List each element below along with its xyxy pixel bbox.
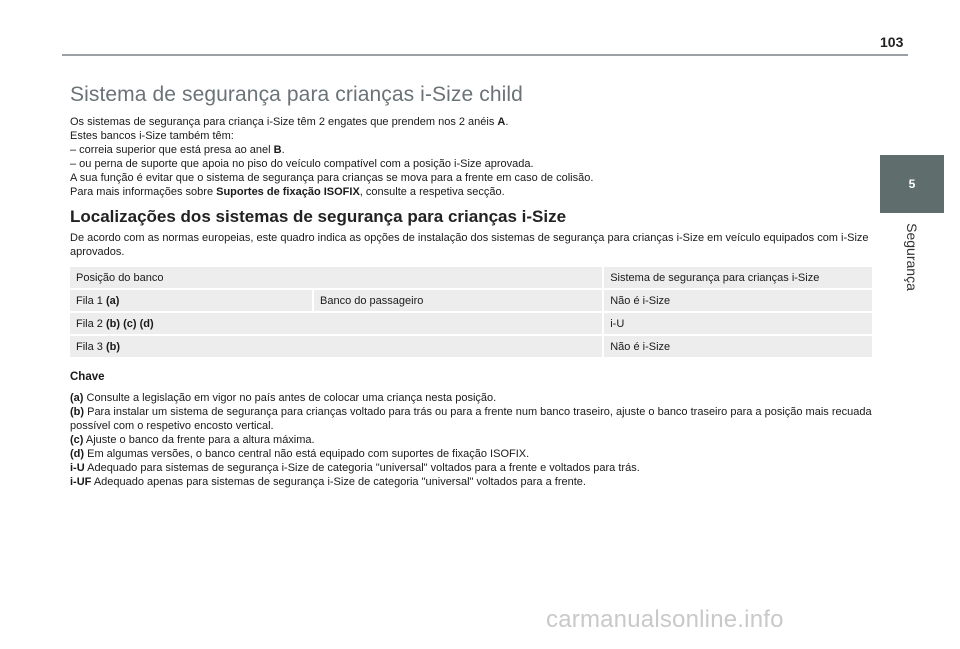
page-content — [70, 83, 878, 489]
page-title: Sistema de segurança para crianças i-Size child — [70, 83, 523, 106]
intro-line: – correia superior que está presa ao anel B. — [70, 144, 285, 156]
table-row — [70, 313, 872, 334]
header-system: Sistema de segurança para crianças i-Size — [604, 267, 872, 288]
key-item: i-UF Adequado apenas para sistemas de segurança i-Size de categoria "universal" voltados para a frente. — [70, 476, 586, 488]
chapter-tab[interactable] — [880, 155, 944, 213]
row-value: Não é i-Size — [604, 290, 872, 311]
row-value: Não é i-Size — [604, 336, 872, 357]
table-row — [70, 336, 872, 357]
header-divider — [62, 54, 908, 56]
intro-line: Os sistemas de segurança para criança i-Size têm 2 engates que prendem nos 2 anéis A. — [70, 116, 509, 128]
key-title: Chave — [70, 371, 105, 383]
chapter-label-text: Segurança — [904, 223, 920, 291]
isofix-reference: Suportes de fixação ISOFIX — [216, 186, 360, 198]
key-item: (c) Ajuste o banco da frente para a altura máxima. — [70, 434, 315, 446]
intro-line: A sua função é evitar que o sistema de segurança para crianças se mova para a frente em caso de colisão. — [70, 172, 594, 184]
key-item: (b) Para instalar um sistema de segurança para crianças voltado para trás ou para a frente num banco traseiro, ajuste o banco traseiro para a posição mais recuada possível com o respetivo encosto vertical. — [70, 406, 872, 432]
chapter-number: 5 — [908, 177, 916, 191]
key-list — [70, 391, 878, 489]
intro-line: – ou perna de suporte que apoia no piso do veículo compatível com a posição i-Size aprovada. — [70, 158, 534, 170]
header-position: Posição do banco — [70, 267, 602, 288]
row-label: Fila 1 (a) — [70, 290, 312, 311]
row-label: Fila 2 (b) (c) (d) — [70, 313, 602, 334]
section-title: Localizações dos sistemas de segurança para crianças i-Size — [70, 207, 567, 226]
row-label: Fila 3 (b) — [70, 336, 602, 357]
isize-location-table — [68, 265, 874, 359]
key-item: i-U Adequado para sistemas de segurança i-Size de categoria "universal" voltados para a frente e voltados para trás. — [70, 462, 640, 474]
intro-text — [70, 115, 878, 199]
page-number: 103 — [880, 34, 904, 50]
intro-line: Estes bancos i-Size também têm: — [70, 130, 234, 142]
row-seat: Banco do passageiro — [314, 290, 602, 311]
key-item: (d) Em algumas versões, o banco central não está equipado com suportes de fixação ISOFIX. — [70, 448, 530, 460]
row-value: i-U — [604, 313, 872, 334]
key-item: (a) Consulte a legislação em vigor no país antes de colocar uma criança nesta posição. — [70, 392, 497, 404]
intro-line: Para mais informações sobre Suportes de fixação ISOFIX, consulte a respetiva secção. — [70, 186, 505, 198]
section-intro: De acordo com as normas europeias, este quadro indica as opções de instalação dos sistemas de segurança para crianças i-Size em veículo equipados com i-Size aprovados. — [70, 232, 869, 258]
table-row — [70, 290, 872, 311]
watermark: carmanualsonline.info — [546, 606, 784, 633]
table-header-row — [70, 267, 872, 288]
